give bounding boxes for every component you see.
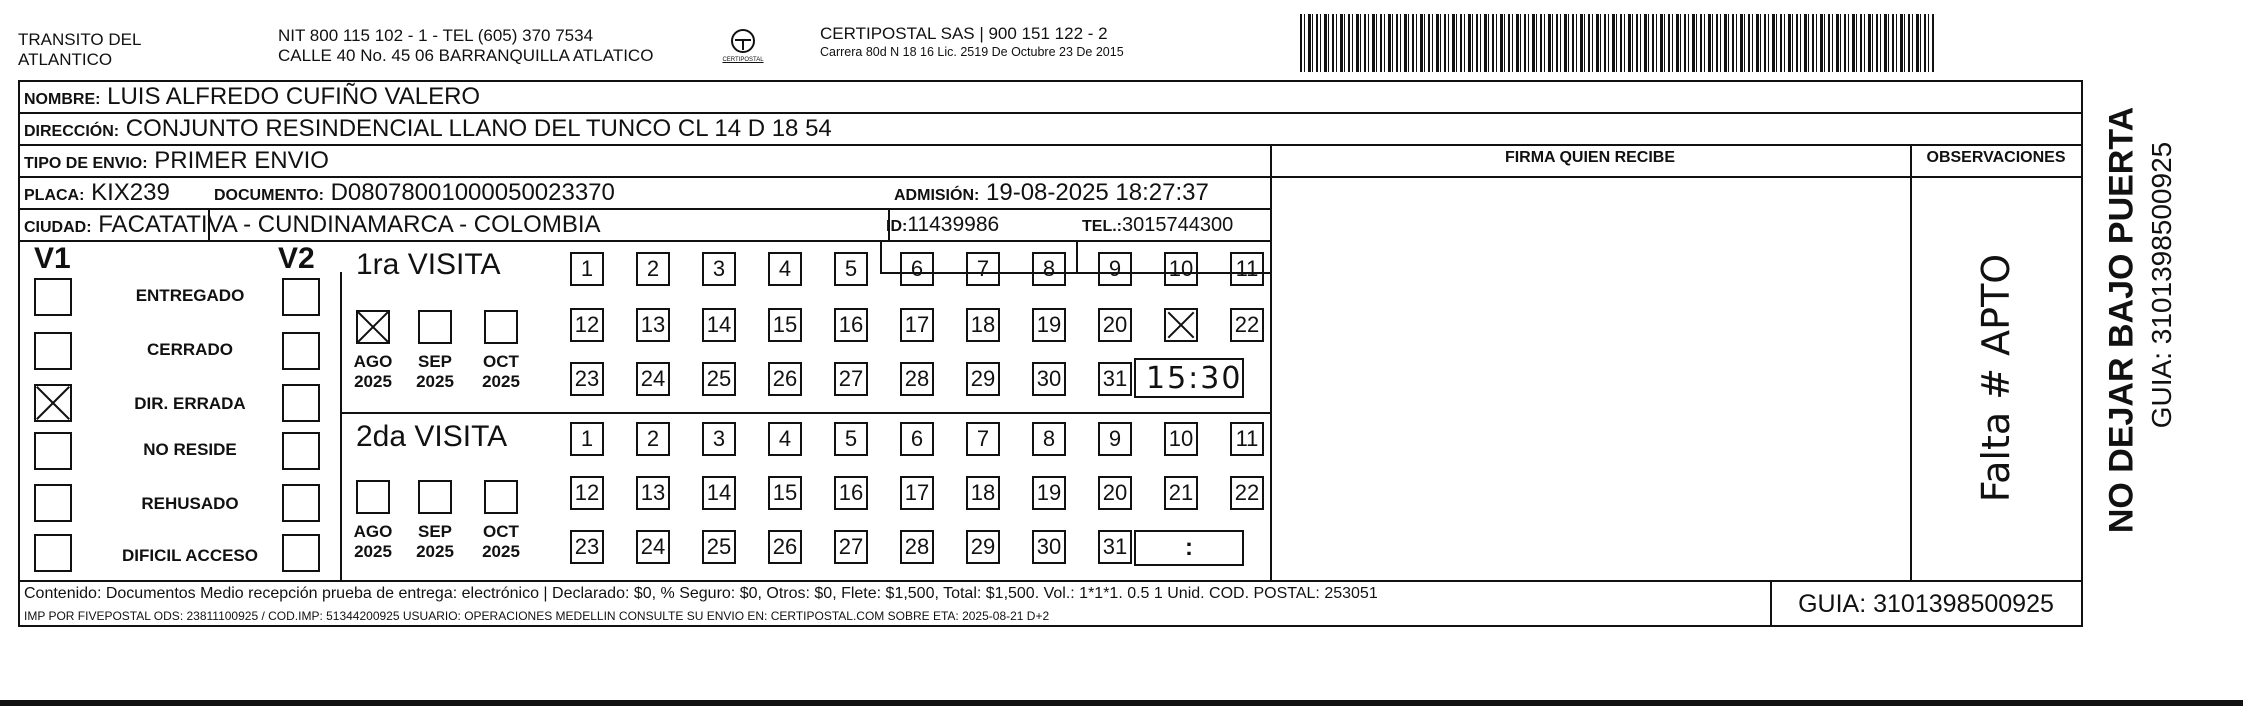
- visit-2-day-15[interactable]: 15: [768, 476, 802, 510]
- side-notice: [2090, 85, 2210, 555]
- plate-label: PLACA:: [24, 187, 85, 204]
- v2-no-reside-checkbox[interactable]: [282, 432, 320, 470]
- visit-2-day-2[interactable]: 2: [636, 422, 670, 456]
- bottom-rule: [0, 700, 2243, 706]
- visit-2-day-4[interactable]: 4: [768, 422, 802, 456]
- visit-1-day-29[interactable]: 29: [966, 362, 1000, 396]
- tel-value: 3015744300: [1122, 214, 1234, 236]
- visit-1-month-ago-checkbox[interactable]: [356, 310, 390, 344]
- year-label: 2025: [482, 372, 520, 391]
- city-label: CIUDAD:: [24, 219, 92, 236]
- visit-1-day-10[interactable]: 10: [1164, 252, 1198, 286]
- document-field: [214, 179, 615, 210]
- shipment-type-label: TIPO DE ENVIO:: [24, 155, 148, 172]
- plate-value: KIX239: [91, 179, 170, 206]
- signature-area[interactable]: [1272, 178, 1908, 578]
- carrier-details: [820, 24, 1124, 60]
- admission-field: [894, 179, 1209, 210]
- month-label: AGO: [353, 352, 393, 371]
- v1-dir-errada-checkbox[interactable]: [34, 384, 72, 422]
- guide-number: GUIA: 3101398500925: [1798, 590, 2054, 618]
- logo-text: CERTIPOSTAL: [722, 57, 764, 63]
- side-guide-number: GUIA: 3101398500925: [2146, 141, 2177, 429]
- barcode: [1300, 14, 1934, 72]
- visit-2-day-26[interactable]: 26: [768, 530, 802, 564]
- document-value: D08078001000050023370: [330, 179, 615, 206]
- shipment-type-field: [24, 147, 329, 178]
- visit-2-month-oct: [475, 522, 527, 562]
- v2-entregado-checkbox[interactable]: [282, 278, 320, 316]
- visit-2-day-17[interactable]: 17: [900, 476, 934, 510]
- plate-field: [24, 179, 170, 210]
- visit-2-day-24[interactable]: 24: [636, 530, 670, 564]
- visit-2-day-20[interactable]: 20: [1098, 476, 1132, 510]
- visit-1-day-28[interactable]: 28: [900, 362, 934, 396]
- visit-2-day-14[interactable]: 14: [702, 476, 736, 510]
- city-field: [24, 211, 601, 242]
- visit-1-day-1[interactable]: 1: [570, 252, 604, 286]
- visit-1-month-ago: [347, 352, 399, 392]
- address-field: [24, 115, 832, 146]
- v1-entregado-checkbox[interactable]: [34, 278, 72, 316]
- sender-details: [278, 26, 653, 66]
- visit-1-title: 1ra VISITA: [356, 248, 501, 281]
- visit-2-day-8[interactable]: 8: [1032, 422, 1066, 456]
- visit-1-day-11[interactable]: 11: [1230, 252, 1264, 286]
- recipient-name: LUIS ALFREDO CUFIÑO VALERO: [107, 83, 481, 110]
- visit-1-day-18[interactable]: 18: [966, 308, 1000, 342]
- v1-cerrado-checkbox[interactable]: [34, 332, 72, 370]
- status-entregado: ENTREGADO: [135, 286, 245, 305]
- visit-1-day-26[interactable]: 26: [768, 362, 802, 396]
- v2-cerrado-checkbox[interactable]: [282, 332, 320, 370]
- status-dificil-acceso: DIFICIL ACCESO: [121, 546, 258, 565]
- visit-1-day-8[interactable]: 8: [1032, 252, 1066, 286]
- visit-1-day-31[interactable]: 31: [1098, 362, 1132, 396]
- visit-1-month-oct-checkbox[interactable]: [484, 310, 518, 344]
- visit-2-day-1[interactable]: 1: [570, 422, 604, 456]
- visit-2-month-oct-checkbox[interactable]: [484, 480, 518, 514]
- signature-column-header: FIRMA QUIEN RECIBE: [1504, 149, 1676, 166]
- visit-2-day-13[interactable]: 13: [636, 476, 670, 510]
- v2-header: V2: [278, 242, 315, 275]
- year-label: 2025: [354, 372, 392, 391]
- name-label: NOMBRE:: [24, 91, 101, 108]
- visit-1-day-20[interactable]: 20: [1098, 308, 1132, 342]
- delivery-form: [18, 80, 2083, 627]
- id-field: [886, 211, 999, 241]
- visit-1-day-24[interactable]: 24: [636, 362, 670, 396]
- shipment-type: PRIMER ENVIO: [154, 147, 329, 174]
- visit-1-day-15[interactable]: 15: [768, 308, 802, 342]
- v2-dir-errada-checkbox[interactable]: [282, 384, 320, 422]
- visit-1-day-14[interactable]: 14: [702, 308, 736, 342]
- status-cerrado: CERRADO: [147, 340, 233, 359]
- print-info-line: IMP POR FIVEPOSTAL ODS: 23811100925 / COD.IMP: 51344200925 USUARIO: OPERACIONES MEDELLIN CONSULTE SU ENVIO EN: CERTIPOSTAL.COM SOBRE ETA: 2025-08-21 D+2: [24, 609, 1050, 623]
- visit-2-day-22[interactable]: 22: [1230, 476, 1264, 510]
- visit-2-month-ago: [347, 522, 399, 562]
- visit-1-month-sep: [409, 352, 461, 392]
- month-label: SEP: [417, 522, 453, 541]
- visit-1-day-22[interactable]: 22: [1230, 308, 1264, 342]
- visit-2-day-21[interactable]: 21: [1164, 476, 1198, 510]
- observations-column-header: OBSERVACIONES: [1926, 149, 2066, 166]
- visit-1-time: 15:30: [1146, 361, 1243, 396]
- visit-1-month-sep-checkbox[interactable]: [418, 310, 452, 344]
- observations-area[interactable]: [1912, 178, 2080, 578]
- month-label: SEP: [417, 352, 453, 371]
- year-label: 2025: [416, 542, 454, 561]
- city-value: FACATATIVA - CUNDINAMARCA - COLOMBIA: [98, 211, 601, 238]
- month-label: OCT: [483, 522, 519, 541]
- visit-2-day-9[interactable]: 9: [1098, 422, 1132, 456]
- license-line: Carrera 80d N 18 16 Lic. 2519 De Octubre 23 De 2015: [820, 45, 1124, 59]
- visit-1-day-21[interactable]: [1164, 308, 1198, 342]
- visit-1-day-9[interactable]: 9: [1098, 252, 1132, 286]
- month-label: OCT: [483, 352, 519, 371]
- year-label: 2025: [354, 542, 392, 561]
- visit-2-month-sep: [409, 522, 461, 562]
- observation-note: Falta # APTO: [1974, 253, 2018, 503]
- year-label: 2025: [482, 542, 520, 561]
- tel-label: TEL.:: [1082, 218, 1122, 235]
- visit-2-day-19[interactable]: 19: [1032, 476, 1066, 510]
- v2-dificil-acceso-checkbox[interactable]: [282, 534, 320, 572]
- visit-2-day-23[interactable]: 23: [570, 530, 604, 564]
- sender-line-2: ATLANTICO: [18, 50, 113, 69]
- year-label: 2025: [416, 372, 454, 391]
- visit-2-day-31[interactable]: 31: [1098, 530, 1132, 564]
- visit-2-time: :: [1185, 534, 1193, 561]
- v1-dificil-acceso-checkbox[interactable]: [34, 534, 72, 572]
- v2-rehusado-checkbox[interactable]: [282, 484, 320, 522]
- visit-2-day-10[interactable]: 10: [1164, 422, 1198, 456]
- visit-2-day-29[interactable]: 29: [966, 530, 1000, 564]
- status-rehusado: REHUSADO: [141, 494, 239, 513]
- visit-2-day-6[interactable]: 6: [900, 422, 934, 456]
- visit-2-day-12[interactable]: 12: [570, 476, 604, 510]
- month-label: AGO: [353, 522, 393, 541]
- visit-1-day-27[interactable]: 27: [834, 362, 868, 396]
- visit-2-month-sep-checkbox[interactable]: [418, 480, 452, 514]
- v1-no-reside-checkbox[interactable]: [34, 432, 72, 470]
- name-field: [24, 83, 480, 114]
- visit-2-day-11[interactable]: 11: [1230, 422, 1264, 456]
- tel-field: [1082, 211, 1233, 241]
- status-no-reside: NO RESIDE: [143, 440, 237, 459]
- nit-line: NIT 800 115 102 - 1 - TEL (605) 370 7534: [278, 26, 594, 45]
- visit-2-day-27[interactable]: 27: [834, 530, 868, 564]
- visit-2-month-ago-checkbox[interactable]: [356, 480, 390, 514]
- admission-label: ADMISIÓN:: [894, 187, 980, 204]
- visit-2-day-28[interactable]: 28: [900, 530, 934, 564]
- visit-1-day-3[interactable]: 3: [702, 252, 736, 286]
- document-label: DOCUMENTO:: [214, 187, 324, 204]
- visit-1-time-box[interactable]: [1134, 358, 1244, 398]
- visit-1-day-16[interactable]: 16: [834, 308, 868, 342]
- admission-value: 19-08-2025 18:27:37: [986, 179, 1209, 206]
- visit-1-day-13[interactable]: 13: [636, 308, 670, 342]
- certipostal-logo: [718, 26, 768, 66]
- visit-1-day-2[interactable]: 2: [636, 252, 670, 286]
- v1-header: V1: [34, 242, 71, 275]
- v1-rehusado-checkbox[interactable]: [34, 484, 72, 522]
- visit-2-day-16[interactable]: 16: [834, 476, 868, 510]
- visit-2-title: 2da VISITA: [356, 420, 508, 453]
- no-under-door-warning: NO DEJAR BAJO PUERTA: [2102, 106, 2141, 534]
- visit-1-day-23[interactable]: 23: [570, 362, 604, 396]
- carrier-line: CERTIPOSTAL SAS | 900 151 122 - 2: [820, 24, 1108, 43]
- visit-2-time-box[interactable]: [1134, 530, 1244, 566]
- visit-1-day-4[interactable]: 4: [768, 252, 802, 286]
- visit-1-day-25[interactable]: 25: [702, 362, 736, 396]
- visit-1-month-oct: [475, 352, 527, 392]
- visit-2-day-7[interactable]: 7: [966, 422, 1000, 456]
- visit-2-day-30[interactable]: 30: [1032, 530, 1066, 564]
- sender-name: [18, 30, 141, 70]
- id-label: ID:: [886, 218, 908, 235]
- visit-1-day-17[interactable]: 17: [900, 308, 934, 342]
- visit-2-day-25[interactable]: 25: [702, 530, 736, 564]
- content-line: Contenido: Documentos Medio recepción prueba de entrega: electrónico | Declarado: $0, % Seguro: $0, Otros: $0, Flete: $1,500, Total: $1,500. Vol.: 1*1*1. 0.5 1 Unid. COD. POSTAL: 253051: [24, 585, 1378, 602]
- sender-address-line: CALLE 40 No. 45 06 BARRANQUILLA ATLATICO: [278, 46, 654, 65]
- recipient-address: CONJUNTO RESINDENCIAL LLANO DEL TUNCO CL 14 D 18 54: [125, 115, 832, 142]
- id-value: 11439986: [907, 213, 1000, 236]
- visit-2-day-18[interactable]: 18: [966, 476, 1000, 510]
- sender-line-1: TRANSITO DEL: [18, 30, 142, 49]
- visit-1-day-7[interactable]: 7: [966, 252, 1000, 286]
- visit-2-day-5[interactable]: 5: [834, 422, 868, 456]
- visit-1-day-12[interactable]: 12: [570, 308, 604, 342]
- visit-2-day-3[interactable]: 3: [702, 422, 736, 456]
- visit-1-day-6[interactable]: 6: [900, 252, 934, 286]
- address-label: DIRECCIÓN:: [24, 123, 120, 140]
- visit-1-day-30[interactable]: 30: [1032, 362, 1066, 396]
- visit-1-day-5[interactable]: 5: [834, 252, 868, 286]
- status-dir-errada: DIR. ERRADA: [134, 394, 246, 413]
- visit-1-day-19[interactable]: 19: [1032, 308, 1066, 342]
